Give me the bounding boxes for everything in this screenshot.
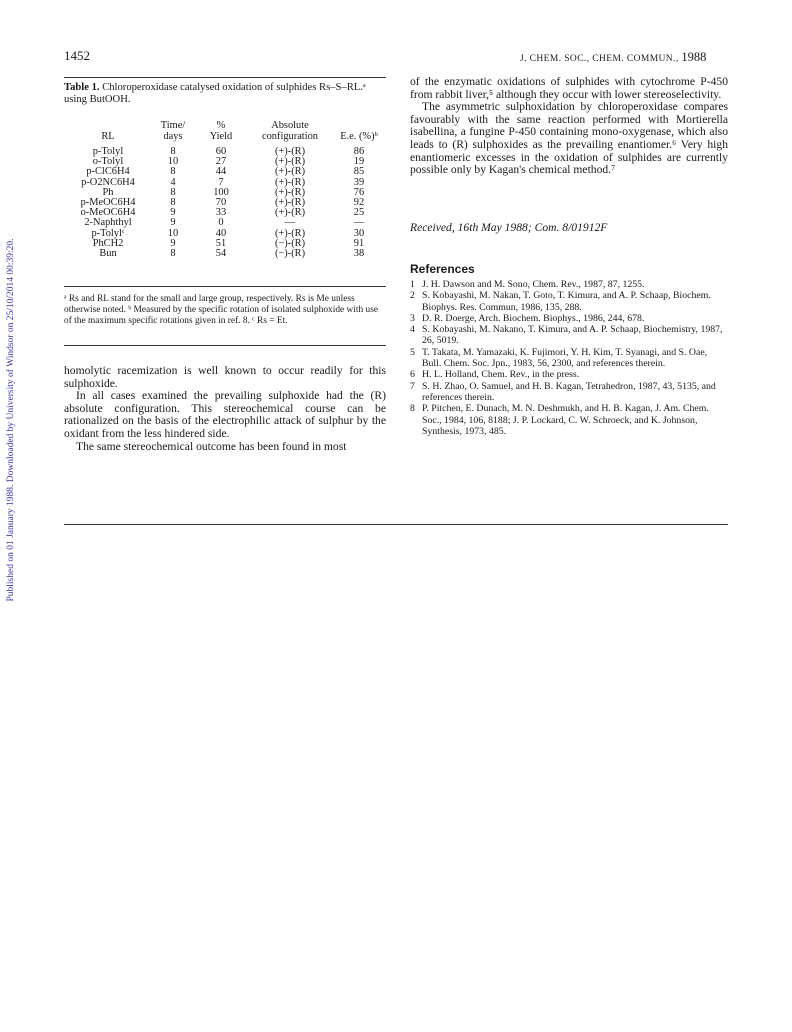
table-header-row-top — [64, 120, 386, 131]
cell-configuration: (−)-(R) — [274, 248, 306, 260]
reference-item: 7 S. H. Zhao, O. Samuel, and H. B. Kagan, Tetrahedron, 1987, 43, 5135, and references therein. — [410, 380, 716, 403]
table-footnote-rule — [64, 286, 386, 287]
journal-header — [520, 50, 706, 65]
col-header-top: Absolute — [271, 120, 309, 131]
cell-ee: 92 — [353, 197, 365, 209]
col-header: configuration — [262, 131, 318, 142]
cell-yield: 60 — [215, 146, 227, 157]
cell-time: 8 — [170, 197, 176, 209]
cell-ee: 86 — [353, 146, 365, 157]
cell-configuration: (+)-(R) — [274, 156, 306, 168]
cell-substituent: p-ClC6H4 — [86, 166, 130, 178]
col-header-top — [64, 120, 152, 131]
cell-substituent: p-O2NC6H4 — [81, 176, 135, 188]
table-caption-text: Chloroperoxidase catalysed oxidation of sulphides Rs–S–RL.ᵃ using ButOOH. — [64, 82, 366, 105]
cell-substituent: p-Tolyl — [92, 146, 124, 157]
cell-configuration: (+)-(R) — [274, 166, 306, 178]
cell-substituent: Bun — [99, 248, 117, 260]
table-caption — [64, 82, 386, 106]
cell-substituent: p-Tolylᶜ — [91, 227, 125, 239]
references-list — [410, 279, 728, 437]
cell-substituent: 2-Naphthyl — [84, 217, 132, 229]
col-header-top — [332, 120, 386, 131]
cell-ee: 38 — [353, 248, 365, 260]
cell-ee: — — [353, 217, 365, 229]
cell-configuration: (+)-(R) — [274, 146, 306, 157]
table-top-rule — [64, 77, 386, 78]
left-column-text — [64, 365, 386, 453]
cell-ee: 19 — [353, 156, 365, 168]
cell-ee: 85 — [353, 166, 365, 178]
cell-time: 9 — [170, 207, 176, 219]
cell-configuration: — — [284, 217, 296, 229]
download-watermark — [3, 210, 19, 630]
reference-item: 2 S. Kobayashi, M. Nakan, T. Goto, T. Kimura, and A. P. Schaap, Biochem. Biophys. Res. Commun, 1986, 135, 288. — [410, 290, 711, 313]
cell-yield: 0 — [218, 217, 224, 229]
table-row — [64, 249, 386, 259]
paragraph: The same stereochemical outcome has been found in most — [76, 439, 347, 453]
cell-time: 8 — [170, 186, 176, 198]
cell-time: 10 — [167, 227, 179, 239]
cell-time: 4 — [170, 176, 176, 188]
cell-ee: 91 — [353, 237, 365, 249]
reference-item: 3 D. R. Doerge, Arch. Biochem. Biophys., 1986, 244, 678. — [410, 312, 645, 324]
paragraph: The asymmetric sulphoxidation by chloroperoxidase compares favourably with the same reaction performed with Mortierella isabellina, a fungine P-450 containing mono-oxygenase, which also leads to (R) sulphoxides as the prevailing enantiomer.⁶ Very high enantiomeric excesses in the oxidation of sulphides are currently possible only by Kagan's chemical method.⁷ — [410, 100, 728, 177]
cell-time: 10 — [167, 156, 179, 168]
cell-ee: 30 — [353, 227, 365, 239]
cell-substituent: o-Tolyl — [92, 156, 124, 168]
cell-substituent: PhCH2 — [92, 237, 124, 249]
cell-yield: 44 — [215, 166, 227, 178]
cell-yield: 33 — [215, 207, 227, 219]
cell-substituent: o-MeOC6H4 — [80, 207, 136, 219]
cell-yield: 100 — [213, 186, 229, 198]
cell-configuration: (+)-(R) — [274, 176, 306, 188]
table-header-row — [64, 131, 386, 142]
reference-item: 4 S. Kobayashi, M. Nakano, T. Kimura, and A. P. Schaap, Biochemistry, 1987, 26, 5019. — [410, 324, 723, 347]
cell-ee: 25 — [353, 207, 365, 219]
cell-time: 9 — [170, 217, 176, 229]
paragraph: of the enzymatic oxidations of sulphides with cytochrome P-450 from rabbit liver,⁵ although they occur with lower stereoselectivity. — [410, 75, 728, 101]
journal-year: 1988 — [681, 50, 707, 64]
paragraph: homolytic racemization is well known to occur readily for this sulphoxide. — [64, 364, 386, 390]
cell-time: 8 — [170, 248, 176, 260]
reference-item: 8 P. Pitchen, E. Dunach, M. N. Deshmukh, and H. B. Kagan, J. Am. Chem. Soc., 1984, 106, 8188; J. P. Lockard, C. W. Schroeck, and K. Johnson, Synthesis, 1973, 485. — [410, 403, 709, 437]
cell-configuration: (+)-(R) — [274, 227, 306, 239]
data-table — [64, 120, 386, 259]
col-header: Yield — [209, 131, 233, 142]
cell-time: 8 — [170, 146, 176, 157]
download-watermark-text: Published on 01 January 1988. Downloaded by University of Windsor on 25/10/2014 00:39:20. — [6, 238, 16, 602]
cell-yield: 7 — [218, 176, 224, 188]
cell-configuration: (+)-(R) — [274, 197, 306, 209]
cell-ee: 76 — [353, 186, 365, 198]
received-line: Received, 16th May 1988; Com. 8/01912F — [410, 221, 608, 234]
col-header: RL — [101, 131, 115, 142]
right-column-text — [410, 76, 728, 177]
table-footnotes: ᵃ Rs and RL stand for the small and large group, respectively. Rs is Me unless otherwise noted. ᵇ Measured by the specific rotation of isolated sulphoxide with use of the maximum specific rotations given in ref. 8. ᶜ Rs = Et. — [64, 294, 379, 326]
page-end-rule — [64, 524, 728, 525]
journal-name: J. CHEM. SOC., CHEM. COMMUN., — [520, 54, 679, 64]
cell-yield: 70 — [215, 197, 227, 209]
cell-time: 8 — [170, 166, 176, 178]
reference-item: 1 J. H. Dawson and M. Sono, Chem. Rev., 1987, 87, 1255. — [410, 279, 645, 290]
cell-configuration: (−)-(R) — [274, 237, 306, 249]
col-header: days — [163, 131, 183, 142]
table-label: Table 1. — [64, 82, 100, 93]
reference-item: 5 T. Takata, M. Yamazaki, K. Fujimori, Y. H. Kim, T. Syanagi, and S. Oae, Bull. Chem. Soc. Jpn., 1983, 56, 2300, and references therein. — [410, 346, 708, 370]
cell-yield: 27 — [215, 156, 227, 168]
cell-configuration: (+)-(R) — [274, 186, 306, 198]
reference-item: 6 H. L. Holland, Chem. Rev., in the press. — [410, 369, 580, 381]
col-header-top: Time/ — [160, 120, 186, 131]
col-header-top: % — [216, 120, 226, 131]
page-number: 1452 — [64, 48, 90, 63]
paragraph: In all cases examined the prevailing sulphoxide had the (R) absolute configuration. This stereochemical course can be rationalized on the basis of the electrophilic attack of sulphur by the oxidant from the less hindered side. — [64, 389, 386, 440]
cell-ee: 39 — [353, 176, 365, 188]
col-header: E.e. (%)ᵇ — [340, 131, 378, 142]
cell-time: 9 — [170, 237, 176, 249]
cell-yield: 40 — [215, 227, 227, 239]
cell-yield: 51 — [215, 237, 227, 249]
table-bottom-rule — [64, 345, 386, 346]
cell-configuration: (+)-(R) — [274, 207, 306, 219]
references-heading: References — [410, 262, 475, 276]
cell-substituent: Ph — [102, 186, 114, 198]
cell-yield: 54 — [215, 248, 227, 260]
cell-substituent: p-MeOC6H4 — [80, 197, 136, 209]
